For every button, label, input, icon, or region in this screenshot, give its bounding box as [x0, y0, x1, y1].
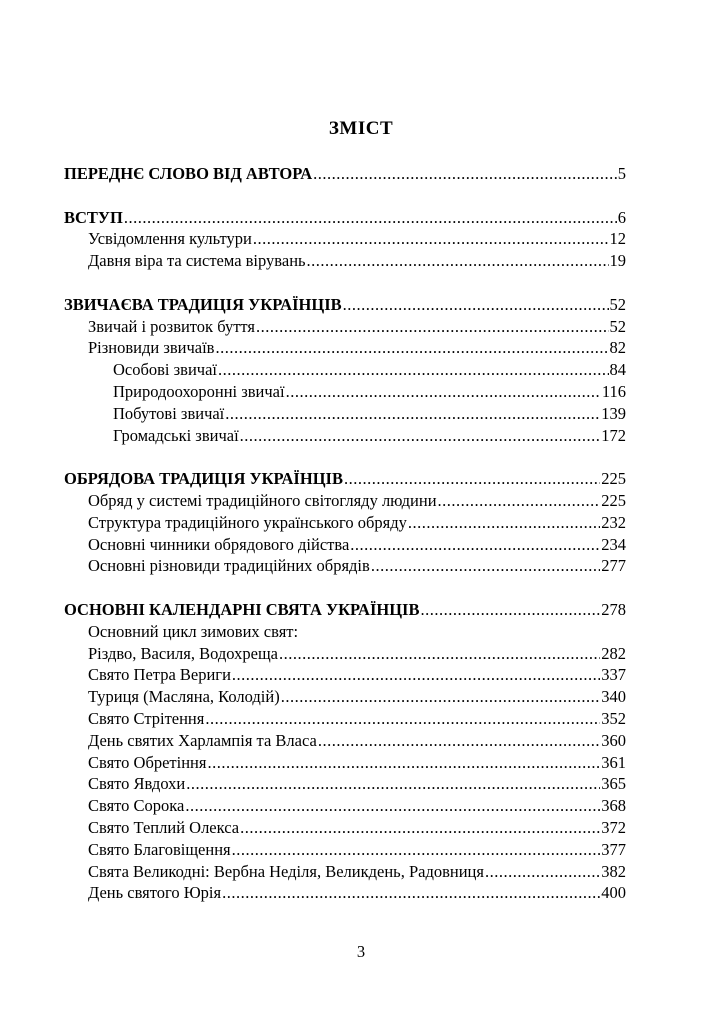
toc-entry: [64, 621, 626, 643]
toc-entry-label: Особові звичаї: [113, 360, 217, 380]
toc-entry-label: Усвідомлення культури: [88, 229, 252, 249]
toc-dot-leader: [232, 664, 600, 686]
toc-entry-label: Звичай і розвиток буття: [88, 316, 256, 336]
toc-entry: [64, 403, 626, 425]
toc-dot-leader: [215, 337, 608, 359]
toc-entry-label: Основний цикл зимових свят:: [88, 621, 299, 641]
toc-entry: [64, 490, 626, 512]
toc-entry-label: Обряд у системі традиційного світогляду людини: [88, 490, 437, 510]
toc-entry-page: 352: [601, 708, 626, 728]
toc-entry-page: 82: [609, 338, 626, 358]
toc-dot-leader: [350, 534, 600, 556]
toc-dot-leader: [286, 381, 601, 403]
toc-entry-label: Побутові звичаї: [113, 403, 225, 423]
toc-entry-label: Свято Петра Вериги: [88, 665, 231, 685]
toc-dot-leader: [313, 163, 617, 185]
page-title: ЗМІСТ: [328, 118, 394, 139]
toc-entry-label: ПЕРЕДНЄ СЛОВО ВІД АВТОРА: [64, 164, 313, 183]
toc-dot-leader: [240, 817, 600, 839]
toc-dot-leader: [205, 708, 600, 730]
toc-entry: [64, 207, 626, 229]
toc-entry-page: 172: [601, 425, 626, 445]
toc-entry-label: Свято Явдохи: [88, 774, 186, 794]
toc-dot-leader: [232, 839, 601, 861]
toc-entry-label: ВСТУП: [64, 207, 123, 227]
toc-dot-leader: [485, 861, 600, 883]
toc-entry: [64, 752, 626, 774]
toc-entry-page: 84: [609, 360, 626, 380]
toc-entry-page: 19: [609, 251, 626, 271]
toc-entry-page: 361: [601, 752, 626, 772]
toc-entry-label: Громадські звичаї: [113, 425, 239, 445]
toc-entry: [64, 512, 626, 534]
toc-entry: [64, 643, 626, 665]
toc-entry: [64, 839, 626, 861]
toc-entry-label: ОСНОВНІ КАЛЕНДАРНІ СВЯТА УКРАЇНЦІВ: [64, 599, 420, 619]
toc-dot-leader: [256, 316, 608, 338]
toc-entry: [64, 359, 626, 381]
toc-entry-page: 5: [617, 164, 626, 183]
toc-dot-leader: [240, 425, 601, 447]
toc-entry-page: 116: [601, 381, 626, 401]
toc-entry-page: 368: [601, 796, 626, 816]
toc-entry-page: 340: [601, 687, 626, 707]
toc-entry-page: 225: [601, 490, 626, 510]
toc-dot-leader: [222, 882, 600, 904]
toc-entry-label: День святого Юрія: [88, 883, 222, 903]
toc-entry-label: Свято Обретіння: [88, 752, 207, 772]
toc-entry: [64, 381, 626, 403]
toc-entry-page: 6: [617, 207, 626, 227]
toc-entry: [64, 599, 626, 621]
toc-entry: [64, 882, 626, 904]
toc-entry-page: 139: [601, 403, 626, 423]
toc-entry: [64, 294, 626, 316]
toc-entry-page: 225: [601, 469, 626, 489]
toc-entry: [64, 316, 626, 338]
toc-entry-label: Свята Великодні: Вербна Неділя, Великдень, Радовниця: [88, 861, 484, 881]
toc-entry-page: 365: [601, 774, 626, 794]
toc-entry: [64, 425, 626, 447]
toc-dot-leader: [207, 752, 600, 774]
toc-dot-leader: [420, 599, 600, 621]
toc-entry-label: Різновиди звичаїв: [88, 338, 215, 358]
toc-entry-label: Туриця (Масляна, Колодій): [88, 687, 280, 707]
toc-entry: [64, 817, 626, 839]
toc-entry-label: Природоохоронні звичаї: [113, 381, 285, 401]
toc-entry-label: Свято Благовіщення: [88, 839, 231, 859]
toc-entry-page: 234: [601, 534, 626, 554]
toc-dot-leader: [225, 403, 600, 425]
toc-entry: [64, 773, 626, 795]
toc-entry-page: 377: [601, 839, 626, 859]
toc-entry-label: Основні різновиди традиційних обрядів: [88, 556, 370, 576]
toc-dot-leader: [307, 250, 609, 272]
toc-entry: [64, 664, 626, 686]
toc-entry: [64, 163, 626, 185]
toc-entry-label: Давня віра та система вірувань: [88, 251, 306, 271]
toc-dot-leader: [438, 490, 601, 512]
toc-entry-page: 52: [609, 294, 626, 314]
toc-entry: [64, 730, 626, 752]
toc-dot-leader: [279, 643, 600, 665]
toc-entry-page: 232: [601, 512, 626, 532]
table-of-contents: [64, 163, 626, 904]
toc-entry-page: 278: [601, 599, 626, 619]
toc-entry-label: Свято Стрітення: [88, 708, 205, 728]
toc-dot-leader: [185, 795, 600, 817]
toc-entry-label: Основні чинники обрядового дійства: [88, 534, 350, 554]
toc-dot-leader: [218, 359, 609, 381]
toc-entry-page: 277: [601, 556, 626, 576]
toc-entry: [64, 861, 626, 883]
toc-entry: [64, 555, 626, 577]
toc-dot-leader: [371, 555, 600, 577]
toc-entry: [64, 708, 626, 730]
toc-entry-page: 400: [601, 883, 626, 903]
toc-entry-page: 12: [609, 229, 626, 249]
toc-entry-label: Різдво, Василя, Водохреща: [88, 643, 278, 663]
toc-dot-leader: [124, 207, 617, 229]
toc-entry: [64, 534, 626, 556]
toc-entry-label: ОБРЯДОВА ТРАДИЦІЯ УКРАЇНЦІВ: [64, 469, 343, 489]
toc-entry: [64, 795, 626, 817]
toc-entry-page: 382: [601, 861, 626, 881]
toc-entry-page: 337: [601, 665, 626, 685]
toc-entry-label: ЗВИЧАЄВА ТРАДИЦІЯ УКРАЇНЦІВ: [64, 294, 342, 314]
toc-dot-leader: [344, 468, 600, 490]
toc-entry-page: 360: [601, 730, 626, 750]
toc-entry-label: День святих Харлампія та Власа: [88, 730, 317, 750]
toc-dot-leader: [281, 686, 601, 708]
toc-entry: [64, 337, 626, 359]
page-number: 3: [356, 942, 366, 961]
toc-entry-page: 282: [601, 643, 626, 663]
toc-entry-page: 372: [601, 817, 626, 837]
toc-dot-leader: [343, 294, 609, 316]
toc-entry: [64, 686, 626, 708]
toc-entry: [64, 250, 626, 272]
toc-entry-label: Свято Сорока: [88, 796, 185, 816]
toc-entry: [64, 468, 626, 490]
toc-dot-leader: [408, 512, 600, 534]
toc-dot-leader: [253, 228, 609, 250]
toc-entry-label: Структура традиційного українського обряду: [88, 512, 407, 532]
toc-entry: [64, 228, 626, 250]
toc-entry-page: 52: [609, 316, 626, 336]
toc-dot-leader: [318, 730, 600, 752]
toc-entry-label: Свято Теплий Олекса: [88, 817, 240, 837]
toc-dot-leader: [186, 773, 600, 795]
